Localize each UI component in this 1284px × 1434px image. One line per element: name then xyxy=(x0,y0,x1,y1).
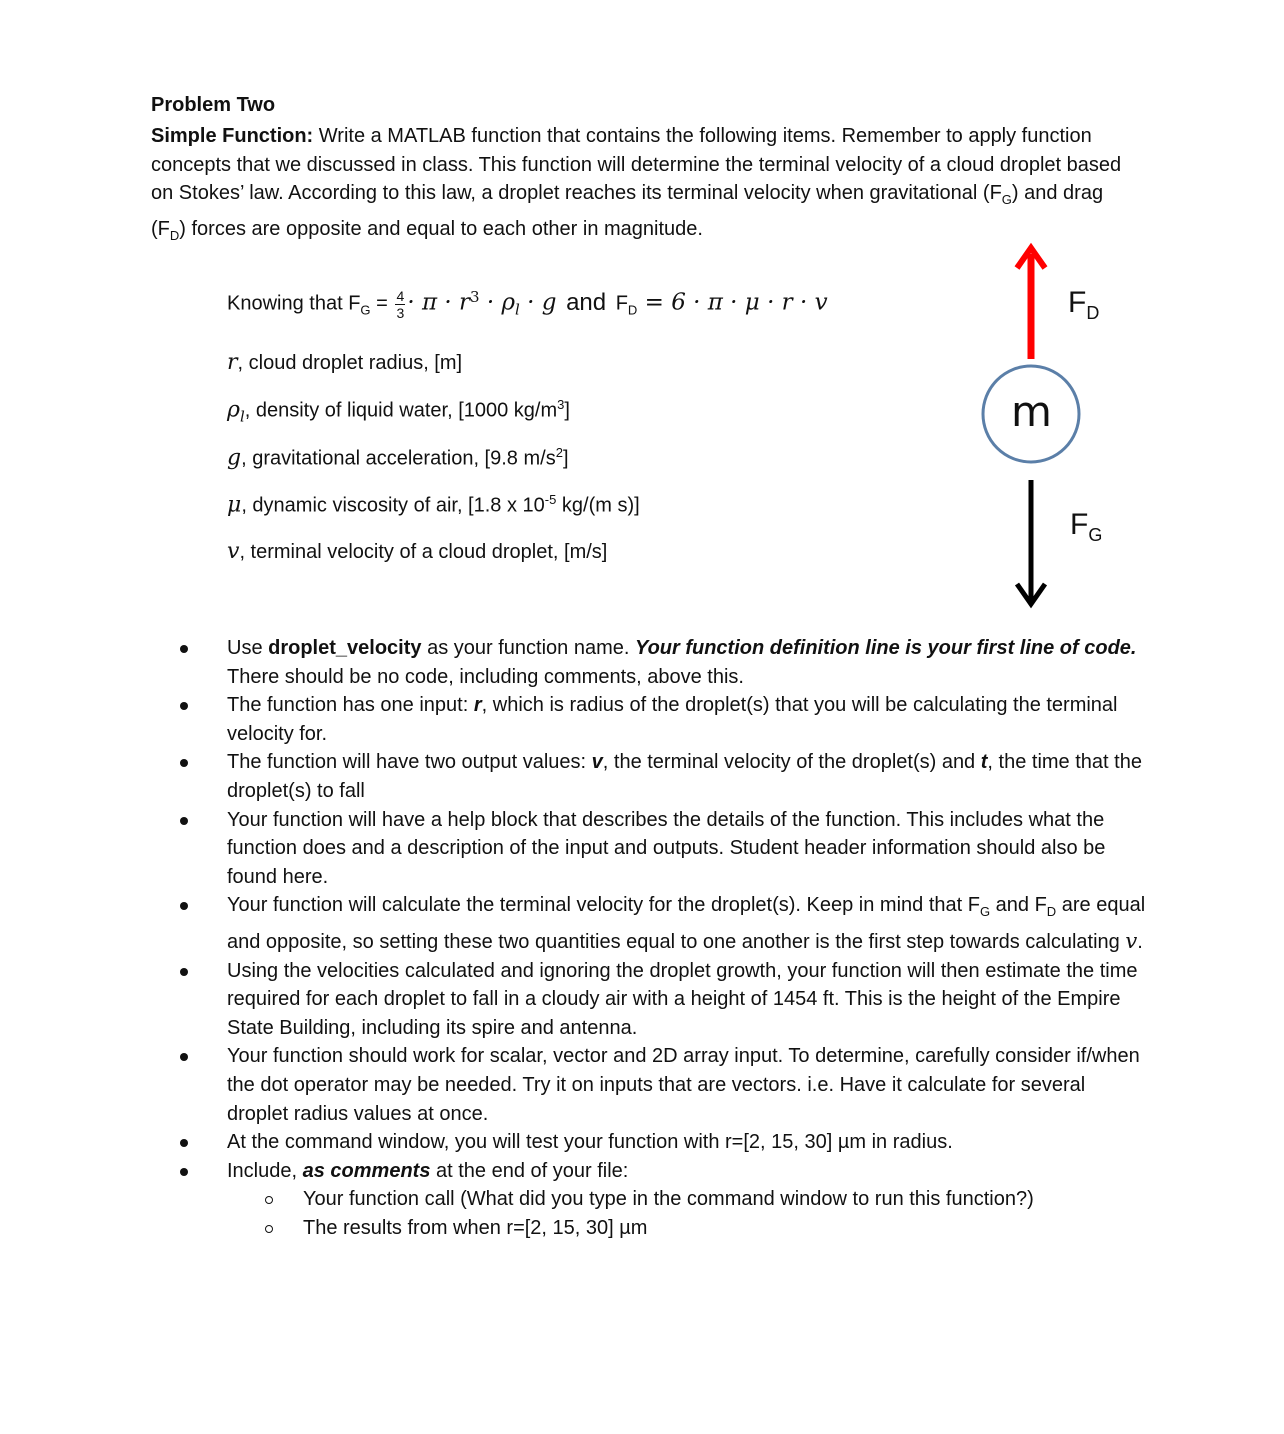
text: Include, xyxy=(227,1159,303,1182)
math-symbol: v xyxy=(1125,928,1138,953)
intro-text-2: ) and drag (F xyxy=(151,182,1104,240)
variable-tail: kg/(m s)] xyxy=(556,494,640,517)
intro-text-1: Write a MATLAB function that contains the following items. Remember to apply function concepts that we discussed in class. This function will determine the terminal velocity of a cloud droplet based on Stokes’ law. According to this law, a droplet reaches its terminal velocity when gravitational (F xyxy=(151,125,1122,204)
text: The function will have two output values: xyxy=(227,751,592,774)
gravity-force-sub: G xyxy=(1088,525,1103,545)
variable-desc: , density of liquid water, [1000 kg/m xyxy=(244,399,558,422)
list-item xyxy=(170,1157,1150,1243)
variable-symbol: v xyxy=(227,539,240,564)
drag-force-letter: F xyxy=(1068,286,1087,319)
text: At the command window, you will test your function with r=[2, 15, 30] µm in radius. xyxy=(227,1131,953,1154)
text: There should be no code, including comments, above this. xyxy=(227,665,744,688)
list-item xyxy=(170,748,1150,805)
formula-fd-expr: = 6 · π · μ · r · v xyxy=(637,289,828,316)
drag-force-label xyxy=(1068,286,1099,324)
variable-desc: , dynamic viscosity of air, [1.8 x 10 xyxy=(241,494,545,517)
variable-symbol: r xyxy=(227,350,238,375)
gravity-force-label xyxy=(1070,508,1102,546)
text: Using the velocities calculated and ignoring the droplet growth, your function will then estimate the time required for each droplet to fall in a cloudy air with a height of 1454 ft. This is the height of the Empire State Building, including its spire and antenna. xyxy=(227,959,1138,1039)
force-diagram xyxy=(975,228,1135,618)
mass-label: m xyxy=(1011,387,1052,436)
emphasis: v xyxy=(591,751,603,774)
formula-rho-sub: l xyxy=(515,300,520,319)
subscript: G xyxy=(979,904,991,920)
problem-title: Problem Two xyxy=(151,94,276,116)
variable-desc: , gravitational acceleration, [9.8 m/s xyxy=(241,447,556,470)
formula-eq: = xyxy=(370,292,388,315)
text: , the terminal velocity of the droplet(s) and xyxy=(602,751,981,774)
requirements-list xyxy=(170,634,1150,1242)
formula-sub-d: D xyxy=(627,302,638,318)
variable-mu xyxy=(227,492,640,518)
variable-v xyxy=(227,539,607,564)
text: Use xyxy=(227,637,269,659)
variable-symbol-sub: l xyxy=(239,407,245,426)
list-item xyxy=(170,1042,1150,1128)
intro-text-3: ) forces are opposite and equal to each other in magnitude. xyxy=(179,217,703,240)
fraction-denominator: 3 xyxy=(396,304,405,321)
sub-list-item: The results from when r=[2, 15, 30] µm xyxy=(227,1214,1150,1243)
formula-sub-g: G xyxy=(360,302,371,318)
gravity-force-letter: F xyxy=(1070,508,1089,541)
variable-r xyxy=(227,350,462,375)
variable-desc: , cloud droplet radius, [m] xyxy=(237,352,463,374)
variable-rho xyxy=(227,397,570,426)
formula-fg-end: · g xyxy=(519,289,557,316)
list-item xyxy=(170,1128,1150,1157)
text: at the end of your file: xyxy=(430,1159,629,1182)
variable-sup: -5 xyxy=(544,492,557,507)
variable-symbol: μ xyxy=(227,492,242,518)
variable-sup: 3 xyxy=(557,397,565,412)
force-formula xyxy=(227,288,828,320)
sub-list-item: Your function call (What did you type in the command window to run this function?) xyxy=(227,1185,1150,1214)
text: . xyxy=(1137,930,1143,953)
variable-desc: , terminal velocity of a cloud droplet, [m/s] xyxy=(239,541,608,563)
text: are equal and opposite, so setting these two quantities equal to one another is the first step towards calculating xyxy=(227,894,1146,953)
text: as your function name. xyxy=(421,637,635,659)
list-item xyxy=(170,957,1150,1043)
formula-knowing: Knowing that F xyxy=(227,292,361,315)
function-name: droplet_velocity xyxy=(268,637,422,659)
force-diagram-svg xyxy=(975,228,1135,618)
variable-symbol: ρ xyxy=(227,397,240,423)
variable-tail: ] xyxy=(564,399,570,422)
text: , which is radius of the droplet(s) that you will be calculating the terminal velocity for. xyxy=(227,694,1118,745)
formula-fg-expr: · π · r xyxy=(407,289,471,316)
emphasis: r xyxy=(473,694,482,717)
emphasis: t xyxy=(980,751,988,774)
text: , the time that the droplet(s) to fall xyxy=(227,751,1142,802)
text: Your function will have a help block that describes the details of the function. This includes what the function does and a description of the input and outputs. Student header information should also be found here. xyxy=(227,808,1106,888)
list-item xyxy=(170,891,1150,956)
intro-sub-d: D xyxy=(169,227,180,243)
formula-cube: 3 xyxy=(470,288,480,306)
formula-and: and xyxy=(566,288,607,316)
list-item xyxy=(170,691,1150,748)
variable-sup: 2 xyxy=(555,445,563,460)
intro-lead: Simple Function: xyxy=(151,125,314,147)
emphasis: as comments xyxy=(302,1159,431,1182)
variable-g xyxy=(227,445,569,471)
formula-fg-rest: · ρ xyxy=(479,289,516,316)
text: and F xyxy=(990,894,1047,917)
sub-list xyxy=(227,1185,1150,1242)
fraction xyxy=(395,289,405,320)
list-item xyxy=(170,634,1150,691)
fraction-numerator: 4 xyxy=(396,287,405,304)
intro-sub-g: G xyxy=(1001,192,1012,207)
list-item xyxy=(170,806,1150,892)
subscript: D xyxy=(1046,904,1057,920)
drag-force-sub: D xyxy=(1086,303,1100,323)
formula-fd: F xyxy=(615,292,628,315)
variable-tail: ] xyxy=(562,447,569,470)
text: Your function will calculate the terminal velocity for the droplet(s). Keep in mind that F xyxy=(227,894,980,917)
emphasis: Your function definition line is your first line of code. xyxy=(634,637,1137,659)
text: Your function should work for scalar, vector and 2D array input. To determine, carefully consider if/when the dot operator may be needed. Try it on inputs that are vectors. i.e. Have it calculate for several droplet radius values at once. xyxy=(227,1045,1140,1125)
variable-symbol: g xyxy=(227,445,242,471)
text: The function has one input: xyxy=(227,694,474,717)
